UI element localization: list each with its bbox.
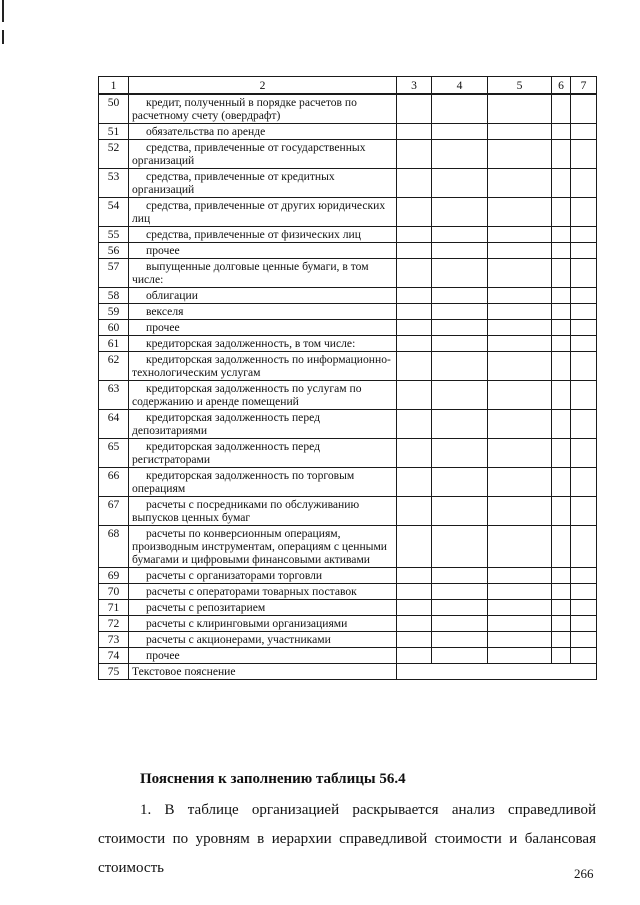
empty-cell-col-5 (488, 140, 552, 169)
row-description (129, 648, 397, 664)
row-description (129, 336, 397, 352)
table-row (99, 648, 597, 664)
row-number: 72 (99, 616, 129, 632)
empty-cell-col-4 (432, 584, 488, 600)
row-description-text: средства, привлеченные от кредитных организаций (132, 170, 335, 196)
row-description-text: кредиторская задолженность перед депозитариями (132, 411, 321, 437)
empty-cell-col-4 (432, 198, 488, 227)
row-description-text: векселя (146, 305, 184, 318)
empty-cell-col-6 (552, 584, 571, 600)
empty-cell-col-7 (571, 568, 597, 584)
table-header-row (99, 77, 597, 95)
table-row (99, 198, 597, 227)
table-row (99, 304, 597, 320)
empty-cell-col-7 (571, 304, 597, 320)
row-description (129, 568, 397, 584)
row-description (129, 600, 397, 616)
empty-cell-col-3 (397, 468, 432, 497)
row-number: 67 (99, 497, 129, 526)
row-number: 60 (99, 320, 129, 336)
table-row (99, 288, 597, 304)
row-description (129, 616, 397, 632)
row-description-text: расчеты с операторами товарных поставок (146, 585, 357, 598)
empty-cell-col-7 (571, 124, 597, 140)
row-number: 71 (99, 600, 129, 616)
empty-cell-col-6 (552, 352, 571, 381)
empty-cell-col-6 (552, 410, 571, 439)
row-description (129, 468, 397, 497)
row-description-text: прочее (146, 244, 180, 257)
empty-cell-col-3 (397, 169, 432, 198)
table-row-text-explanation (99, 664, 597, 680)
scan-edge-mark (2, 0, 4, 22)
empty-cell-col-4 (432, 497, 488, 526)
empty-cell-col-6 (552, 336, 571, 352)
empty-cell-col-5 (488, 616, 552, 632)
empty-cell-col-7 (571, 227, 597, 243)
table-row (99, 410, 597, 439)
row-number: 75 (99, 664, 129, 680)
row-number: 69 (99, 568, 129, 584)
empty-cell-col-5 (488, 632, 552, 648)
row-description-text: облигации (146, 289, 198, 302)
column-header-7: 7 (571, 77, 597, 95)
empty-cell-col-4 (432, 336, 488, 352)
empty-cell-col-3 (397, 227, 432, 243)
row-description (129, 124, 397, 140)
table-body (99, 94, 597, 680)
empty-cell-col-6 (552, 632, 571, 648)
row-description-text: расчеты с организаторами торговли (146, 569, 323, 582)
empty-cell-col-6 (552, 381, 571, 410)
row-number: 53 (99, 169, 129, 198)
row-description (129, 198, 397, 227)
empty-cell-col-5 (488, 227, 552, 243)
row-number: 65 (99, 439, 129, 468)
empty-cell-col-6 (552, 288, 571, 304)
empty-cell-col-4 (432, 169, 488, 198)
table-row (99, 632, 597, 648)
empty-cell-col-6 (552, 243, 571, 259)
row-description-text: средства, привлеченные от других юридических лиц (132, 199, 386, 225)
row-description (129, 243, 397, 259)
empty-cell-col-7 (571, 616, 597, 632)
column-header-4: 4 (432, 77, 488, 95)
empty-cell-col-6 (552, 497, 571, 526)
empty-cell-col-3 (397, 198, 432, 227)
empty-cell-col-3 (397, 243, 432, 259)
empty-cell-col-7 (571, 352, 597, 381)
row-description-text: кредит, полученный в порядке расчетов по расчетному счету (овердрафт) (132, 96, 357, 122)
empty-cell-col-3 (397, 439, 432, 468)
empty-cell-col-6 (552, 304, 571, 320)
empty-cell-col-7 (571, 410, 597, 439)
column-header-1: 1 (99, 77, 129, 95)
table-row (99, 94, 597, 124)
row-number: 61 (99, 336, 129, 352)
row-description-text: прочее (146, 649, 180, 662)
empty-cell-col-3 (397, 584, 432, 600)
empty-cell-col-4 (432, 140, 488, 169)
empty-cell-col-3 (397, 94, 432, 124)
empty-cell-col-5 (488, 169, 552, 198)
table-row (99, 124, 597, 140)
row-description-text: средства, привлеченные от государственных организаций (132, 141, 366, 167)
table-row (99, 227, 597, 243)
empty-cell-col-3 (397, 381, 432, 410)
empty-cell-col-6 (552, 568, 571, 584)
table-row (99, 497, 597, 526)
empty-cell-col-6 (552, 439, 571, 468)
table-row (99, 526, 597, 568)
empty-cell-col-6 (552, 648, 571, 664)
empty-cell-col-3 (397, 648, 432, 664)
empty-cell-col-3 (397, 288, 432, 304)
empty-cell-col-4 (432, 439, 488, 468)
merged-empty-cell (397, 664, 597, 680)
empty-cell-col-7 (571, 468, 597, 497)
table-row (99, 584, 597, 600)
row-number: 59 (99, 304, 129, 320)
row-description-text: кредиторская задолженность по услугам по содержанию и аренде помещений (132, 382, 362, 408)
column-header-6: 6 (552, 77, 571, 95)
empty-cell-col-7 (571, 94, 597, 124)
row-description-text: кредиторская задолженность по информационно-технологическим услугам (132, 353, 391, 379)
row-number: 62 (99, 352, 129, 381)
row-description (129, 381, 397, 410)
row-description (129, 410, 397, 439)
empty-cell-col-5 (488, 381, 552, 410)
empty-cell-col-5 (488, 648, 552, 664)
empty-cell-col-3 (397, 526, 432, 568)
empty-cell-col-3 (397, 259, 432, 288)
empty-cell-col-5 (488, 352, 552, 381)
empty-cell-col-4 (432, 259, 488, 288)
table-row (99, 468, 597, 497)
empty-cell-col-4 (432, 468, 488, 497)
empty-cell-col-5 (488, 600, 552, 616)
empty-cell-col-7 (571, 140, 597, 169)
empty-cell-col-3 (397, 320, 432, 336)
column-header-2: 2 (129, 77, 397, 95)
empty-cell-col-7 (571, 439, 597, 468)
empty-cell-col-7 (571, 648, 597, 664)
empty-cell-col-3 (397, 616, 432, 632)
empty-cell-col-4 (432, 304, 488, 320)
empty-cell-col-4 (432, 94, 488, 124)
empty-cell-col-3 (397, 352, 432, 381)
empty-cell-col-6 (552, 468, 571, 497)
notes-title: Пояснения к заполнению таблицы 56.4 (140, 771, 406, 787)
empty-cell-col-6 (552, 198, 571, 227)
row-description-text: кредиторская задолженность перед регистраторами (132, 440, 321, 466)
empty-cell-col-7 (571, 600, 597, 616)
row-description: Текстовое пояснение (129, 664, 397, 680)
empty-cell-col-3 (397, 632, 432, 648)
empty-cell-col-7 (571, 288, 597, 304)
table-row (99, 140, 597, 169)
empty-cell-col-4 (432, 381, 488, 410)
empty-cell-col-7 (571, 198, 597, 227)
empty-cell-col-6 (552, 259, 571, 288)
row-description-text: расчеты с клиринговыми организациями (146, 617, 348, 630)
table-row (99, 600, 597, 616)
empty-cell-col-5 (488, 243, 552, 259)
row-description (129, 526, 397, 568)
row-description-text: средства, привлеченные от физических лиц (146, 228, 361, 241)
row-number: 51 (99, 124, 129, 140)
row-description (129, 439, 397, 468)
empty-cell-col-7 (571, 381, 597, 410)
row-number: 66 (99, 468, 129, 497)
empty-cell-col-5 (488, 568, 552, 584)
empty-cell-col-3 (397, 304, 432, 320)
scan-edge-mark (2, 30, 4, 44)
row-description (129, 320, 397, 336)
row-description (129, 94, 397, 124)
empty-cell-col-5 (488, 526, 552, 568)
disclosure-table (98, 76, 597, 680)
empty-cell-col-5 (488, 468, 552, 497)
empty-cell-col-3 (397, 140, 432, 169)
empty-cell-col-5 (488, 288, 552, 304)
row-description-text: расчеты с акционерами, участниками (146, 633, 331, 646)
row-description (129, 259, 397, 288)
row-description-text: кредиторская задолженность по торговым операциям (132, 469, 355, 495)
row-number: 56 (99, 243, 129, 259)
table-row (99, 259, 597, 288)
empty-cell-col-4 (432, 600, 488, 616)
empty-cell-col-4 (432, 243, 488, 259)
row-description (129, 140, 397, 169)
table-row (99, 336, 597, 352)
empty-cell-col-5 (488, 584, 552, 600)
empty-cell-col-3 (397, 600, 432, 616)
empty-cell-col-6 (552, 320, 571, 336)
row-description-text: выпущенные долговые ценные бумаги, в том числе: (132, 260, 369, 286)
row-description (129, 304, 397, 320)
empty-cell-col-4 (432, 352, 488, 381)
table-row (99, 352, 597, 381)
row-description-text: расчеты по конверсионным операциям, производным инструментам, операциям с ценными бумагами и цифровыми финансовыми активами (132, 527, 387, 566)
table-row (99, 169, 597, 198)
empty-cell-col-5 (488, 336, 552, 352)
empty-cell-col-7 (571, 497, 597, 526)
row-description (129, 288, 397, 304)
row-number: 64 (99, 410, 129, 439)
empty-cell-col-7 (571, 632, 597, 648)
row-description-text: расчеты с репозитарием (146, 601, 266, 614)
empty-cell-col-3 (397, 568, 432, 584)
empty-cell-col-3 (397, 124, 432, 140)
row-number: 55 (99, 227, 129, 243)
empty-cell-col-5 (488, 410, 552, 439)
empty-cell-col-4 (432, 568, 488, 584)
empty-cell-col-5 (488, 439, 552, 468)
row-description (129, 497, 397, 526)
empty-cell-col-7 (571, 259, 597, 288)
empty-cell-col-7 (571, 169, 597, 198)
row-description (129, 584, 397, 600)
empty-cell-col-4 (432, 632, 488, 648)
table-row (99, 568, 597, 584)
empty-cell-col-6 (552, 600, 571, 616)
empty-cell-col-6 (552, 140, 571, 169)
column-header-3: 3 (397, 77, 432, 95)
row-number: 74 (99, 648, 129, 664)
empty-cell-col-5 (488, 259, 552, 288)
table-row (99, 381, 597, 410)
table-row (99, 243, 597, 259)
table-row (99, 439, 597, 468)
empty-cell-col-3 (397, 497, 432, 526)
empty-cell-col-4 (432, 616, 488, 632)
empty-cell-col-4 (432, 124, 488, 140)
empty-cell-col-4 (432, 288, 488, 304)
column-header-5: 5 (488, 77, 552, 95)
empty-cell-col-3 (397, 336, 432, 352)
row-number: 54 (99, 198, 129, 227)
row-description-text: расчеты с посредниками по обслуживанию выпусков ценных бумаг (132, 498, 360, 524)
row-number: 50 (99, 94, 129, 124)
empty-cell-col-4 (432, 227, 488, 243)
row-description-text: кредиторская задолженность, в том числе: (146, 337, 356, 350)
empty-cell-col-5 (488, 124, 552, 140)
empty-cell-col-7 (571, 584, 597, 600)
empty-cell-col-6 (552, 526, 571, 568)
row-description (129, 227, 397, 243)
row-number: 73 (99, 632, 129, 648)
empty-cell-col-6 (552, 94, 571, 124)
row-number: 52 (99, 140, 129, 169)
notes-paragraph: 1. В таблице организацией раскрывается анализ справедливой стоимости по уровням в иерархии справедливой стоимости и балансовая стоимость (98, 802, 596, 876)
empty-cell-col-6 (552, 124, 571, 140)
empty-cell-col-7 (571, 243, 597, 259)
table-row (99, 616, 597, 632)
empty-cell-col-4 (432, 648, 488, 664)
empty-cell-col-5 (488, 497, 552, 526)
empty-cell-col-5 (488, 304, 552, 320)
empty-cell-col-5 (488, 198, 552, 227)
empty-cell-col-5 (488, 94, 552, 124)
empty-cell-col-4 (432, 410, 488, 439)
empty-cell-col-7 (571, 320, 597, 336)
empty-cell-col-6 (552, 227, 571, 243)
empty-cell-col-4 (432, 526, 488, 568)
row-description (129, 632, 397, 648)
empty-cell-col-7 (571, 526, 597, 568)
row-number: 68 (99, 526, 129, 568)
row-number: 57 (99, 259, 129, 288)
empty-cell-col-5 (488, 320, 552, 336)
row-description (129, 169, 397, 198)
row-description-text: обязательства по аренде (146, 125, 266, 138)
row-number: 70 (99, 584, 129, 600)
page-number: 266 (574, 866, 594, 881)
row-description-text: прочее (146, 321, 180, 334)
empty-cell-col-4 (432, 320, 488, 336)
row-description (129, 352, 397, 381)
empty-cell-col-7 (571, 336, 597, 352)
table-row (99, 320, 597, 336)
empty-cell-col-3 (397, 410, 432, 439)
row-number: 58 (99, 288, 129, 304)
empty-cell-col-6 (552, 616, 571, 632)
empty-cell-col-6 (552, 169, 571, 198)
row-number: 63 (99, 381, 129, 410)
